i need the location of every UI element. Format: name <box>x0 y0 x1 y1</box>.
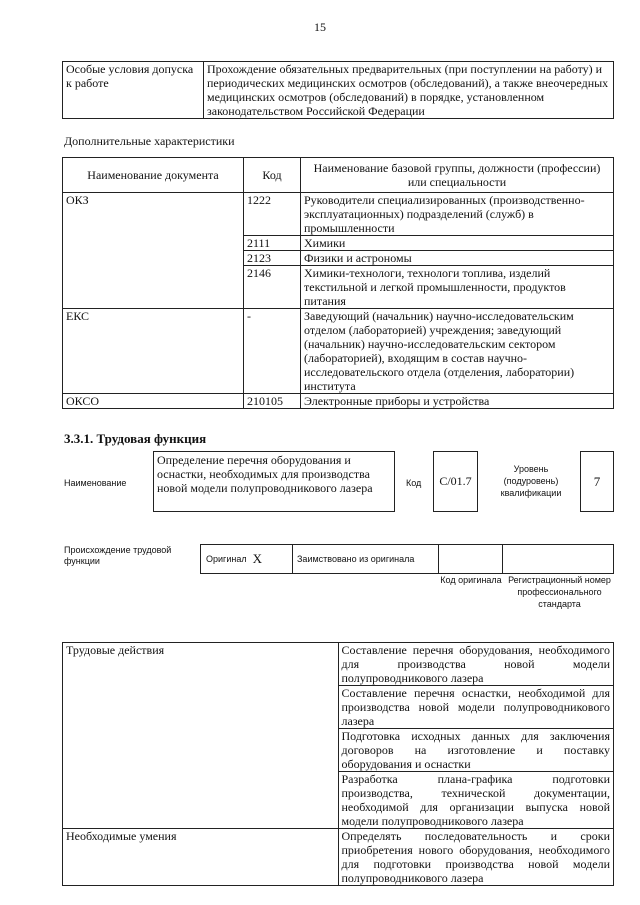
origin-original-cell <box>201 545 293 573</box>
cell-code: 2111 <box>244 236 301 251</box>
cell-code: 2123 <box>244 251 301 266</box>
action-item: Подготовка исходных данных для заключения договоров на изготовление и поставку оборудования и оснастки <box>338 729 614 772</box>
table-row <box>63 394 614 409</box>
cell-code: 2146 <box>244 266 301 309</box>
cell-code: - <box>244 309 301 394</box>
cell-document: ОКСО <box>63 394 244 409</box>
function-code-label: Код <box>406 478 422 488</box>
header-name: Наименование базовой группы, должности (профессии) или специальности <box>301 158 614 193</box>
origin-original-mark: X <box>252 551 262 566</box>
additional-heading: Дополнительные характеристики <box>64 134 235 148</box>
page-number: 15 <box>314 20 326 34</box>
cell-name: Химики <box>301 236 614 251</box>
header-document: Наименование документа <box>63 158 244 193</box>
actions-table <box>62 642 614 886</box>
cell-name: Заведующий (начальник) научно-исследовательским отделом (лабораторией) учреждения; заведующий (начальник) научно-исследовательским сектором (лабораторией), входящим в состав научно-исследовательского отдела (отделения, лаборатории) института <box>301 309 614 394</box>
cell-document: ОКЗ <box>63 193 244 309</box>
cell-code: 1222 <box>244 193 301 236</box>
function-name-label: Наименование <box>64 478 127 488</box>
actions-label: Трудовые действия <box>63 643 339 829</box>
table-row <box>63 62 614 119</box>
cell-name: Химики-технологи, технологи топлива, изделий текстильной и легкой промышленности, продуктов питания <box>301 266 614 309</box>
characteristics-table <box>62 157 614 409</box>
origin-label: Происхождение трудовой функции <box>64 545 172 566</box>
cell-name: Электронные приборы и устройства <box>301 394 614 409</box>
cell-name: Руководители специализированных (производственно-эксплуатационных) подразделений (служб) в промышленности <box>301 193 614 236</box>
conditions-text: Прохождение обязательных предварительных (при поступлении на работу) и периодических медицинских осмотров (обследований), а также внеочередных медицинских осмотров (обследований) в порядке, установленном законодательством Российской Федерации <box>204 62 614 119</box>
origin-borrowed-label: Заимствовано из оригинала <box>297 554 415 564</box>
skill-item: Определять последовательность и сроки приобретения нового оборудования, необходимого для подготовки производства новой модели полупроводникового лазера <box>338 829 614 886</box>
cell-document: ЕКС <box>63 309 244 394</box>
table-row <box>63 309 614 394</box>
action-item: Составление перечня оснастки, необходимой для производства новой модели полупроводникового лазера <box>338 686 614 729</box>
function-name-value: Определение перечня оборудования и оснастки, необходимых для производства новой модели полупроводникового лазера <box>153 451 395 512</box>
origin-code-caption: Код оригинала <box>440 575 502 585</box>
table-header-row <box>63 158 614 193</box>
origin-box <box>200 544 614 574</box>
qualification-level-value: 7 <box>580 451 614 512</box>
section-title: 3.3.1. Трудовая функция <box>64 431 207 446</box>
table-row <box>63 643 614 686</box>
origin-borrowed-cell <box>293 545 439 573</box>
cell-code: 210105 <box>244 394 301 409</box>
action-item: Разработка плана-графика подготовки производства, технической документации, необходимой для организации выпуска новой модели полупроводникового лазера <box>338 772 614 829</box>
origin-original-label: Оригинал <box>206 554 247 564</box>
skills-label: Необходимые умения <box>63 829 339 886</box>
function-code-value: C/01.7 <box>433 451 478 512</box>
cell-name: Физики и астрономы <box>301 251 614 266</box>
table-row <box>63 193 614 236</box>
table-row <box>63 829 614 886</box>
action-item: Составление перечня оборудования, необходимого для производства новой модели полупроводникового лазера <box>338 643 614 686</box>
conditions-table <box>62 61 614 119</box>
origin-reg-caption: Регистрационный номер профессионального стандарта <box>508 575 611 609</box>
qualification-level-label: Уровень (подуровень) квалификации <box>500 464 562 498</box>
header-code: Код <box>244 158 301 193</box>
origin-code-cell <box>439 545 503 573</box>
conditions-label: Особые условия допуска к работе <box>63 62 204 119</box>
